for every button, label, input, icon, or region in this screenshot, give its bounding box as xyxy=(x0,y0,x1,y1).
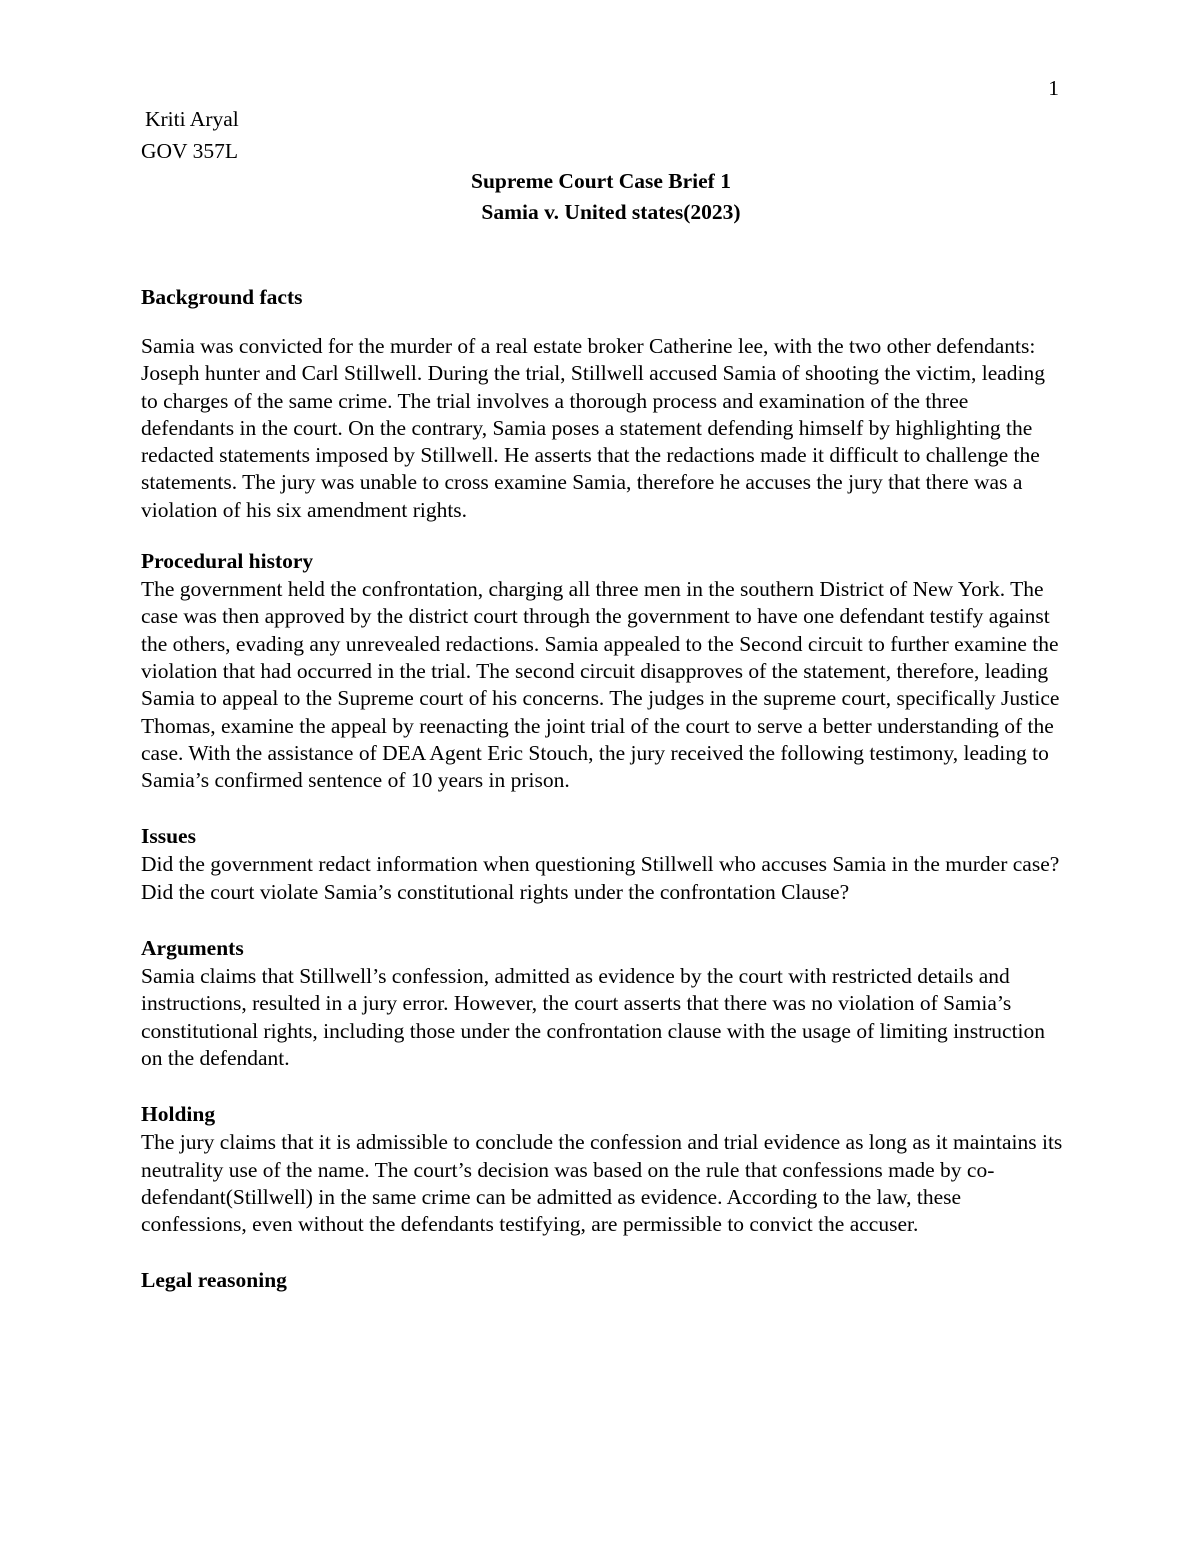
section-procedural-history xyxy=(141,546,1066,794)
section-text: Samia was convicted for the murder of a real estate broker Catherine lee, with the two other defendants: Joseph hunter and Carl Stillwell. During the trial, Stillwell accused Samia of shooting the victim, leading to charges of the same crime. The trial involves a thorough process and examination of the three defendants in the court. On the contrary, Samia poses a statement defending himself by highlighting the redacted statements imposed by Stillwell. He asserts that the redactions made it difficult to challenge the statements. The jury was unable to cross examine Samia, therefore he accuses the jury that there was a violation of his six amendment rights. xyxy=(141,334,1046,522)
author-name: Kriti Aryal xyxy=(145,107,239,131)
document-header xyxy=(141,103,1061,167)
section-text: Samia claims that Stillwell’s confession, admitted as evidence by the court with restricted details and instructions, resulted in a jury error. However, the court asserts that there was no violation of Samia’s constitutional rights, including those under the confrontation clause with the usage of limiting instruction on the defendant. xyxy=(141,964,1046,1070)
section-issues xyxy=(141,821,1066,906)
section-heading: Holding xyxy=(141,1102,216,1127)
section-heading: Procedural history xyxy=(141,549,314,574)
section-background-facts xyxy=(141,282,1066,524)
section-heading: Legal reasoning xyxy=(141,1268,287,1293)
issue-question: Did the government redact information when questioning Stillwell who accuses Samia in the murder case? xyxy=(141,852,1060,877)
case-name: Samia v. United states(2023) xyxy=(481,200,741,224)
section-arguments xyxy=(141,933,1066,1072)
document-title xyxy=(141,166,1061,228)
section-heading: Issues xyxy=(141,824,196,849)
section-holding xyxy=(141,1099,1066,1238)
section-legal-reasoning xyxy=(141,1265,1066,1295)
section-text: The jury claims that it is admissible to conclude the confession and trial evidence as long as it maintains its neutrality use of the name. The court’s decision was based on the rule that confessions made by co-defendant(Stillwell) in the same crime can be admitted as evidence. According to the law, these confessions, even without the defendants testifying, are permissible to convict the accuser. xyxy=(141,1130,1063,1237)
page-number: 1 xyxy=(1048,76,1059,100)
course-code: GOV 357L xyxy=(141,139,238,163)
document-body xyxy=(141,282,1066,1295)
brief-title: Supreme Court Case Brief 1 xyxy=(471,169,731,193)
section-text: The government held the confrontation, charging all three men in the southern District of New York. The case was then approved by the district court through the government to have one defendant testify against the others, evading any unrevealed redactions. Samia appealed to the Second circuit to further examine the violation that had occurred in the trial. The second circuit disapproves of the statement, therefore, leading Samia to appeal to the Supreme court of his concerns. The judges in the supreme court, specifically Justice Thomas, examine the appeal by reenacting the joint trial of the court to serve a better understanding of the case. With the assistance of DEA Agent Eric Stouch, the jury received the following testimony, leading to Samia’s confirmed sentence of 10 years in prison. xyxy=(141,577,1060,793)
section-heading: Arguments xyxy=(141,936,244,961)
issue-question: Did the court violate Samia’s constitutional rights under the confrontation Clause? xyxy=(141,879,850,904)
section-heading: Background facts xyxy=(141,285,303,309)
